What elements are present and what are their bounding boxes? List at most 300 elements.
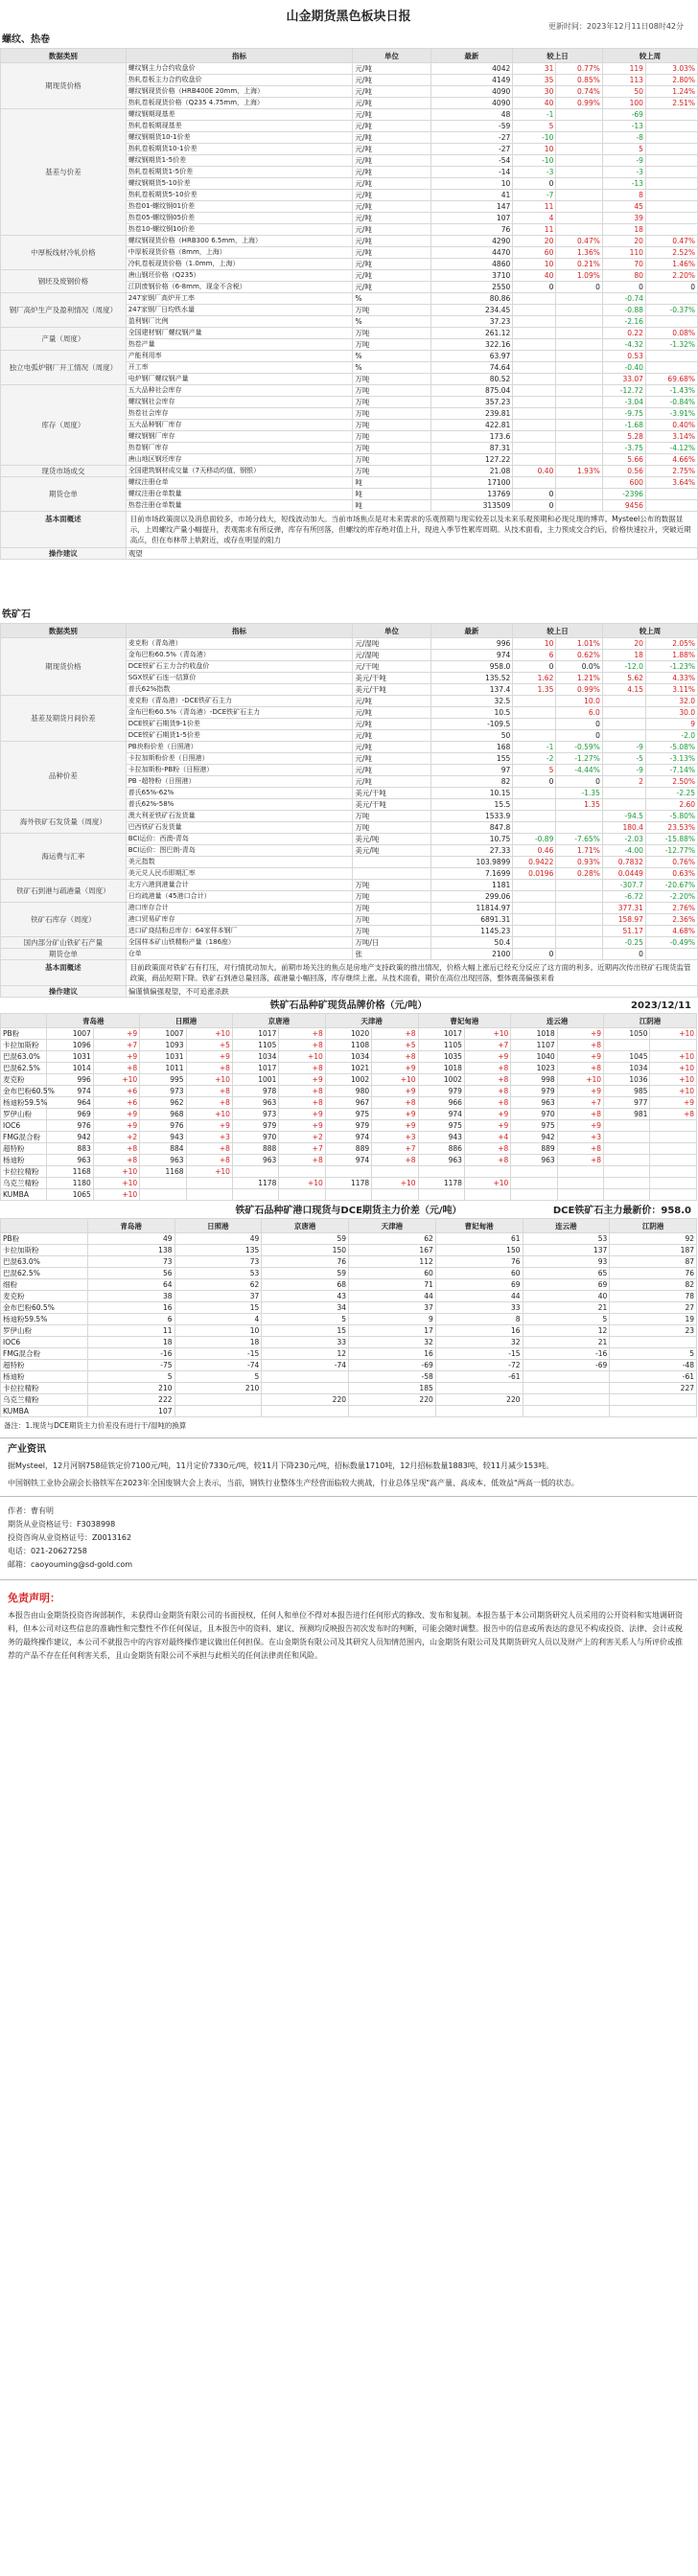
row-latest: 48: [430, 109, 513, 121]
row-unit: 美元/干吨: [353, 788, 430, 799]
price-value: 1050: [604, 1028, 650, 1040]
row-change: [645, 362, 697, 374]
row-latest: 4860: [430, 259, 513, 270]
table-row: [1, 1120, 697, 1132]
table-row: [1, 1314, 697, 1325]
basis-value: [523, 1394, 610, 1406]
row-change: 2.36%: [645, 914, 697, 926]
row-change: [513, 811, 556, 822]
row-latest: 13769: [430, 489, 513, 500]
row-change: 1.01%: [556, 638, 603, 650]
summary-text: 目前政策面对铁矿石有打压，对行情扰动加大。前期市场关注的焦点是房地产支持政策的推出情况，价格大幅上涨后已经充分反应了这方面的利多。近期再次传出铁矿石现货监管政策，商品短期下降。铁矿石到港总量回落，疏港量小幅回落，库存继续上涨。从技术面看，期价在高位出现回落，整体震荡偏强来看: [126, 960, 697, 986]
row-change: -0.37%: [645, 305, 697, 316]
price-change: +8: [279, 1040, 325, 1051]
row-change: [556, 178, 603, 190]
row-change: [513, 477, 556, 489]
basis-value: -15: [174, 1348, 262, 1360]
row-change: 0.56: [602, 466, 645, 477]
price-value: 1020: [325, 1028, 371, 1040]
price-value: 1002: [418, 1074, 464, 1086]
row-change: [556, 305, 603, 316]
row-change: 0.74%: [556, 86, 603, 98]
product-name: 金布巴粉60.5%: [1, 1086, 47, 1097]
row-change: -10: [513, 155, 556, 167]
price-value: [604, 1178, 650, 1189]
product-name: 超特粉: [1, 1360, 88, 1371]
row-change: 11: [513, 201, 556, 213]
row-change: 40: [513, 270, 556, 282]
row-change: 0: [556, 719, 603, 730]
basis-value: [523, 1383, 610, 1394]
product-name: 巴混63.0%: [1, 1051, 47, 1063]
row-change: 69.68%: [645, 374, 697, 385]
section-title: 螺纹、热卷: [2, 34, 50, 45]
row-change: 10: [513, 638, 556, 650]
row-unit: 元/吨: [353, 155, 430, 167]
row-latest: 63.97: [430, 351, 513, 362]
row-change: 0.22: [602, 328, 645, 339]
row-latest: 103.9899: [430, 857, 513, 868]
row-indicator: DCE铁矿石期货1-5价差: [126, 730, 353, 742]
row-change: -1.68: [602, 420, 645, 431]
row-change: [645, 121, 697, 132]
product-name: 麦克粉: [1, 1074, 47, 1086]
row-change: -5: [602, 753, 645, 765]
summary-row: [1, 960, 698, 986]
row-change: [556, 477, 603, 489]
row-change: [556, 385, 603, 397]
row-change: [513, 408, 556, 420]
price-change: +10: [186, 1028, 232, 1040]
basis-value: [262, 1406, 349, 1417]
product-name: PB粉: [1, 1028, 47, 1040]
row-indicator: SGX铁矿石连一结算价: [126, 673, 353, 684]
price-change: +9: [557, 1086, 603, 1097]
price-change: +8: [557, 1143, 603, 1155]
basis-value: -16: [87, 1348, 174, 1360]
row-change: 5.28: [602, 431, 645, 443]
table-row: [1, 109, 698, 121]
row-indicator: 螺纹注册仓单数量: [126, 489, 353, 500]
row-change: -12.0: [602, 661, 645, 673]
product-name: PB粉: [1, 1233, 88, 1245]
row-change: [556, 903, 603, 914]
row-unit: 万吨: [353, 811, 430, 822]
row-latest: 974: [430, 650, 513, 661]
basis-value: 138: [87, 1245, 174, 1256]
row-unit: 元/湿吨: [353, 650, 430, 661]
price-change: +10: [93, 1166, 139, 1178]
row-change: [513, 788, 556, 799]
row-unit: 元/吨: [353, 696, 430, 707]
price-value: 1007: [140, 1028, 186, 1040]
basis-value: 44: [349, 1291, 436, 1302]
row-unit: 元/吨: [353, 132, 430, 144]
price-change: [650, 1166, 697, 1178]
row-indicator: 螺纹钢期货5-10价差: [126, 178, 353, 190]
price-value: [140, 1189, 186, 1201]
price-value: 1093: [140, 1040, 186, 1051]
row-change: -3: [513, 167, 556, 178]
column-header: 连云港: [523, 1219, 610, 1233]
row-unit: 元/吨: [353, 98, 430, 109]
price-value: 1034: [325, 1051, 371, 1063]
row-category: 库存（周度）: [1, 385, 127, 466]
row-indicator: 螺纹钢期货1-5价差: [126, 155, 353, 167]
row-change: [513, 316, 556, 328]
row-change: -3.75: [602, 443, 645, 454]
row-change: [556, 339, 603, 351]
row-change: 40: [513, 98, 556, 109]
price-value: [604, 1143, 650, 1155]
price-change: [372, 1166, 418, 1178]
table-row: [1, 236, 698, 247]
row-unit: 美元/吨: [353, 834, 430, 845]
basis-value: -74: [174, 1360, 262, 1371]
price-change: +8: [557, 1063, 603, 1074]
row-indicator: 盈利钢厂比例: [126, 316, 353, 328]
basis-value: -69: [349, 1360, 436, 1371]
row-change: [556, 420, 603, 431]
price-value: 1040: [511, 1051, 557, 1063]
price-change: +9: [372, 1063, 418, 1074]
row-indicator: 卡拉加斯粉-PB粉（日照港）: [126, 765, 353, 776]
basis-value: 19: [610, 1314, 697, 1325]
price-change: +7: [464, 1040, 510, 1051]
row-change: -7: [513, 190, 556, 201]
row-change: [513, 454, 556, 466]
row-latest: -27: [430, 144, 513, 155]
row-change: 0: [513, 661, 556, 673]
row-category: 海外铁矿石发货量（周度）: [1, 811, 127, 834]
row-change: 600: [602, 477, 645, 489]
row-category: 期货仓单: [1, 477, 127, 512]
basis-note: 备注：1.现货与DCE期货主力价差没有进行干/湿吨的换算: [4, 1421, 187, 1430]
basis-value: 43: [262, 1291, 349, 1302]
row-change: -7.14%: [645, 765, 697, 776]
basis-value: 10: [174, 1325, 262, 1337]
row-change: [645, 213, 697, 224]
divider: [0, 1496, 697, 1497]
row-change: -12.77%: [645, 845, 697, 857]
price-change: +10: [279, 1178, 325, 1189]
row-change: 0.47%: [556, 236, 603, 247]
row-change: [556, 201, 603, 213]
row-unit: 万吨: [353, 339, 430, 351]
row-category: 基差及期货月间价差: [1, 696, 127, 742]
advice-label: 操作建议: [1, 986, 127, 998]
row-change: 3.11%: [645, 684, 697, 696]
row-category: 产量（周度）: [1, 328, 127, 351]
column-header: 江阴港: [610, 1219, 697, 1233]
row-unit: %: [353, 351, 430, 362]
product-name: 巴混62.5%: [1, 1063, 47, 1074]
row-change: [513, 305, 556, 316]
price-value: 963: [140, 1155, 186, 1166]
row-change: [556, 155, 603, 167]
product-name: 杨迪粉59.5%: [1, 1314, 88, 1325]
row-change: [645, 500, 697, 512]
row-change: -3.04: [602, 397, 645, 408]
price-change: +3: [557, 1132, 603, 1143]
table-row: [1, 949, 698, 960]
price-value: 1096: [47, 1040, 93, 1051]
row-change: 0.85%: [556, 75, 603, 86]
row-latest: 173.6: [430, 431, 513, 443]
row-indicator: 螺纹注册仓单: [126, 477, 353, 489]
product-name: 杨迪粉59.5%: [1, 1097, 47, 1109]
basis-value: 62: [349, 1233, 436, 1245]
row-change: 18: [602, 650, 645, 661]
table-row: [1, 270, 698, 282]
basis-value: 69: [435, 1279, 523, 1291]
row-latest: 97: [430, 765, 513, 776]
row-change: 0: [556, 282, 603, 293]
row-indicator: 247家钢厂高炉开工率: [126, 293, 353, 305]
row-change: -2.03: [602, 834, 645, 845]
row-latest: 4090: [430, 86, 513, 98]
basis-value: 137: [523, 1245, 610, 1256]
table-row: [1, 1383, 697, 1394]
row-indicator: 产能利用率: [126, 351, 353, 362]
basis-value: [262, 1371, 349, 1383]
row-change: 33.07: [602, 374, 645, 385]
row-category: 钢坯及废钢价格: [1, 270, 127, 293]
row-change: [645, 949, 697, 960]
row-change: 6.0: [556, 707, 603, 719]
row-indicator: 热卷01-螺纹钢01价差: [126, 201, 353, 213]
row-change: 2.50%: [645, 776, 697, 788]
row-change: [556, 811, 603, 822]
price-value: 964: [47, 1097, 93, 1109]
price-value: 979: [511, 1086, 557, 1097]
summary-text: 目前市场政策面以及消息面较多，市场分歧大，短线波动加大。当前市场焦点是对未来需求的乐观预期与现实较差以及未来乐观预期和必现兑现的博弈。Mysteel公布的数据显示，上周螺纹产量小幅提升，表观需求有所反弹，库存有所回落，但螺纹的库存绝对值上升，现进入季节性累库周期。从技术面看，主力预成交合约后，价格快速拉升，突破近期高点，但在布林带上轨附近，或存在明显的阻力: [126, 512, 697, 548]
row-unit: 元/吨: [353, 86, 430, 98]
table-row: [1, 1406, 697, 1417]
row-indicator: 巴西铁矿石发货量: [126, 822, 353, 834]
table-row: [1, 1360, 697, 1371]
row-change: -12.72: [602, 385, 645, 397]
row-latest: 422.81: [430, 420, 513, 431]
row-change: 0: [645, 282, 697, 293]
row-change: 0: [513, 282, 556, 293]
row-unit: 元/湿吨: [353, 638, 430, 650]
price-change: [557, 1178, 603, 1189]
row-change: 45: [602, 201, 645, 213]
price-value: 974: [418, 1109, 464, 1120]
news-item: 中国钢铁工业协会副会长骆铁军在2023年全国废钢大会上表示，当前，钢铁行业整体生产经营面临较大挑战，行业总体呈现"高产量、高成本、低效益"两高一低的状态。: [8, 1479, 579, 1487]
basis-value: 73: [87, 1256, 174, 1268]
row-change: [602, 707, 645, 719]
price-value: [604, 1132, 650, 1143]
row-latest: 4042: [430, 63, 513, 75]
row-latest: 80.86: [430, 293, 513, 305]
price-value: 962: [140, 1097, 186, 1109]
row-latest: 234.45: [430, 305, 513, 316]
column-header: [1, 1014, 47, 1028]
row-unit: 元/吨: [353, 765, 430, 776]
price-value: [604, 1040, 650, 1051]
row-unit: 张: [353, 949, 430, 960]
table-row: [1, 1268, 697, 1279]
basis-value: 5: [87, 1371, 174, 1383]
column-header: 京唐港: [262, 1219, 349, 1233]
advice-text: 偏谨慎偏强观望，不可追涨杀跌: [126, 986, 697, 998]
row-indicator: 港口库存合计: [126, 903, 353, 914]
product-name: 巴混63.0%: [1, 1256, 88, 1268]
row-latest: 996: [430, 638, 513, 650]
row-change: 0.76%: [645, 857, 697, 868]
basis-value: 60: [349, 1268, 436, 1279]
row-latest: 322.16: [430, 339, 513, 351]
basis-value: 220: [349, 1394, 436, 1406]
row-change: [513, 914, 556, 926]
price-change: +9: [464, 1109, 510, 1120]
row-change: -5.08%: [645, 742, 697, 753]
basis-value: [610, 1406, 697, 1417]
data-sections: [0, 33, 697, 998]
price-change: +9: [464, 1051, 510, 1063]
row-change: [556, 132, 603, 144]
row-change: -1.23%: [645, 661, 697, 673]
row-unit: 万吨: [353, 903, 430, 914]
section-title: 铁矿石: [2, 610, 31, 620]
table-row: [1, 477, 698, 489]
row-change: 180.4: [602, 822, 645, 834]
summary-label: 基本面概述: [1, 960, 127, 986]
price-value: 973: [140, 1086, 186, 1097]
table-row: [1, 696, 698, 707]
dce-value: 958.0: [661, 1206, 691, 1216]
row-change: 0.93%: [556, 857, 603, 868]
row-indicator: 热卷社会库存: [126, 408, 353, 420]
basis-value: -61: [610, 1371, 697, 1383]
row-latest: 847.8: [430, 822, 513, 834]
price-change: +6: [93, 1097, 139, 1109]
row-indicator: 热卷产量: [126, 339, 353, 351]
warrant-price-section: [0, 1000, 697, 1201]
price-value: 963: [511, 1155, 557, 1166]
price-value: 1036: [604, 1074, 650, 1086]
row-latest: 357.23: [430, 397, 513, 408]
row-change: [513, 293, 556, 305]
basis-value: [174, 1394, 262, 1406]
basis-value: 60: [435, 1268, 523, 1279]
price-change: +8: [464, 1063, 510, 1074]
price-change: +8: [93, 1143, 139, 1155]
basis-value: 6: [87, 1314, 174, 1325]
product-name: 卡拉拉精粉: [1, 1166, 47, 1178]
row-indicator: 五大品种钢厂库存: [126, 420, 353, 431]
row-change: 0.53: [602, 351, 645, 362]
row-change: 1.09%: [556, 270, 603, 282]
basis-value: 167: [349, 1245, 436, 1256]
row-latest: 1533.9: [430, 811, 513, 822]
row-change: 0.0196: [513, 868, 556, 880]
price-value: 963: [511, 1097, 557, 1109]
row-indicator: 螺纹钢现货价格（HRB400E 20mm，上海）: [126, 86, 353, 98]
price-change: +10: [186, 1074, 232, 1086]
row-latest: 261.12: [430, 328, 513, 339]
row-latest: 239.81: [430, 408, 513, 420]
basis-value: 40: [523, 1291, 610, 1302]
row-unit: 万吨: [353, 454, 430, 466]
row-change: 110: [602, 247, 645, 259]
row-unit: 元/吨: [353, 236, 430, 247]
row-unit: 万吨: [353, 822, 430, 834]
column-header: 青岛港: [47, 1014, 140, 1028]
basis-value: 76: [610, 1268, 697, 1279]
price-value: 985: [604, 1086, 650, 1097]
row-indicator: DCE铁矿石期货9-1价差: [126, 719, 353, 730]
row-indicator: 卡拉加斯粉价差（日照港）: [126, 753, 353, 765]
row-unit: 万吨: [353, 305, 430, 316]
price-value: 1021: [325, 1063, 371, 1074]
price-change: +5: [186, 1040, 232, 1051]
row-indicator: PB -超特粉（日照港）: [126, 776, 353, 788]
row-latest: 4149: [430, 75, 513, 86]
row-change: [556, 822, 603, 834]
row-unit: 万吨/日: [353, 937, 430, 949]
price-change: +8: [186, 1063, 232, 1074]
row-change: [556, 937, 603, 949]
price-change: +8: [557, 1109, 603, 1120]
row-change: 0: [513, 178, 556, 190]
basis-value: 78: [610, 1291, 697, 1302]
price-change: +9: [372, 1120, 418, 1132]
row-change: -1.32%: [645, 339, 697, 351]
price-value: [325, 1166, 371, 1178]
row-change: 50: [602, 86, 645, 98]
price-value: 970: [232, 1132, 278, 1143]
price-change: +10: [372, 1074, 418, 1086]
price-change: +8: [464, 1143, 510, 1155]
table-row: [1, 1279, 697, 1291]
row-change: -3.13%: [645, 753, 697, 765]
basis-value: 76: [262, 1256, 349, 1268]
price-value: 1168: [47, 1166, 93, 1178]
price-change: +10: [464, 1028, 510, 1040]
price-change: +8: [372, 1155, 418, 1166]
row-unit: 元/吨: [353, 719, 430, 730]
row-latest: 958.0: [430, 661, 513, 673]
row-change: 0.77%: [556, 63, 603, 75]
row-change: [602, 730, 645, 742]
price-value: [232, 1166, 278, 1178]
row-change: -2: [513, 753, 556, 765]
price-change: [557, 1189, 603, 1201]
price-value: 1105: [418, 1040, 464, 1051]
row-latest: 2100: [430, 949, 513, 960]
row-unit: 吨: [353, 477, 430, 489]
row-change: -0.88: [602, 305, 645, 316]
row-latest: 1181: [430, 880, 513, 891]
row-unit: 元/吨: [353, 753, 430, 765]
row-unit: 万吨: [353, 420, 430, 431]
row-change: [556, 431, 603, 443]
advice-row: [1, 548, 698, 560]
product-name: FMG混合粉: [1, 1132, 47, 1143]
row-change: [556, 454, 603, 466]
disclaimer-title: 免责声明：: [8, 1592, 60, 1604]
row-change: [513, 431, 556, 443]
basis-value: [523, 1406, 610, 1417]
disclaimer-text: 本报告由山金期货投资咨询部制作，未获得山金期货有限公司的书面授权，任何人和单位不得对本报告进行任何形式的修改、发布和复制。本报告基于本公司期货研究人员采用的公开资料和实地调研资料，但本公司对这些信息的准确性和完整性不作任何保证，且本报告中的资料、建议、预测均反映报告初次发布时的判断，可能会随时调整。报告中的信息或所表达的意见不构成投资、法律、会计或税务的最终操作建议，本公司不就报告中的内容对最终操作建议做出任何担保。在山金期货有限公司及其研究人员知情范围内，山金期货有限公司及其期货研究人员以及财产上的利害关系人与所评价或推荐的产品不存在任何利害关系，且山金期货有限公司不承担与此相关的任何法律责任和风险。: [8, 1611, 683, 1660]
row-change: [513, 397, 556, 408]
row-change: -4.44%: [556, 765, 603, 776]
row-change: 0.99%: [556, 98, 603, 109]
price-value: 1035: [418, 1051, 464, 1063]
